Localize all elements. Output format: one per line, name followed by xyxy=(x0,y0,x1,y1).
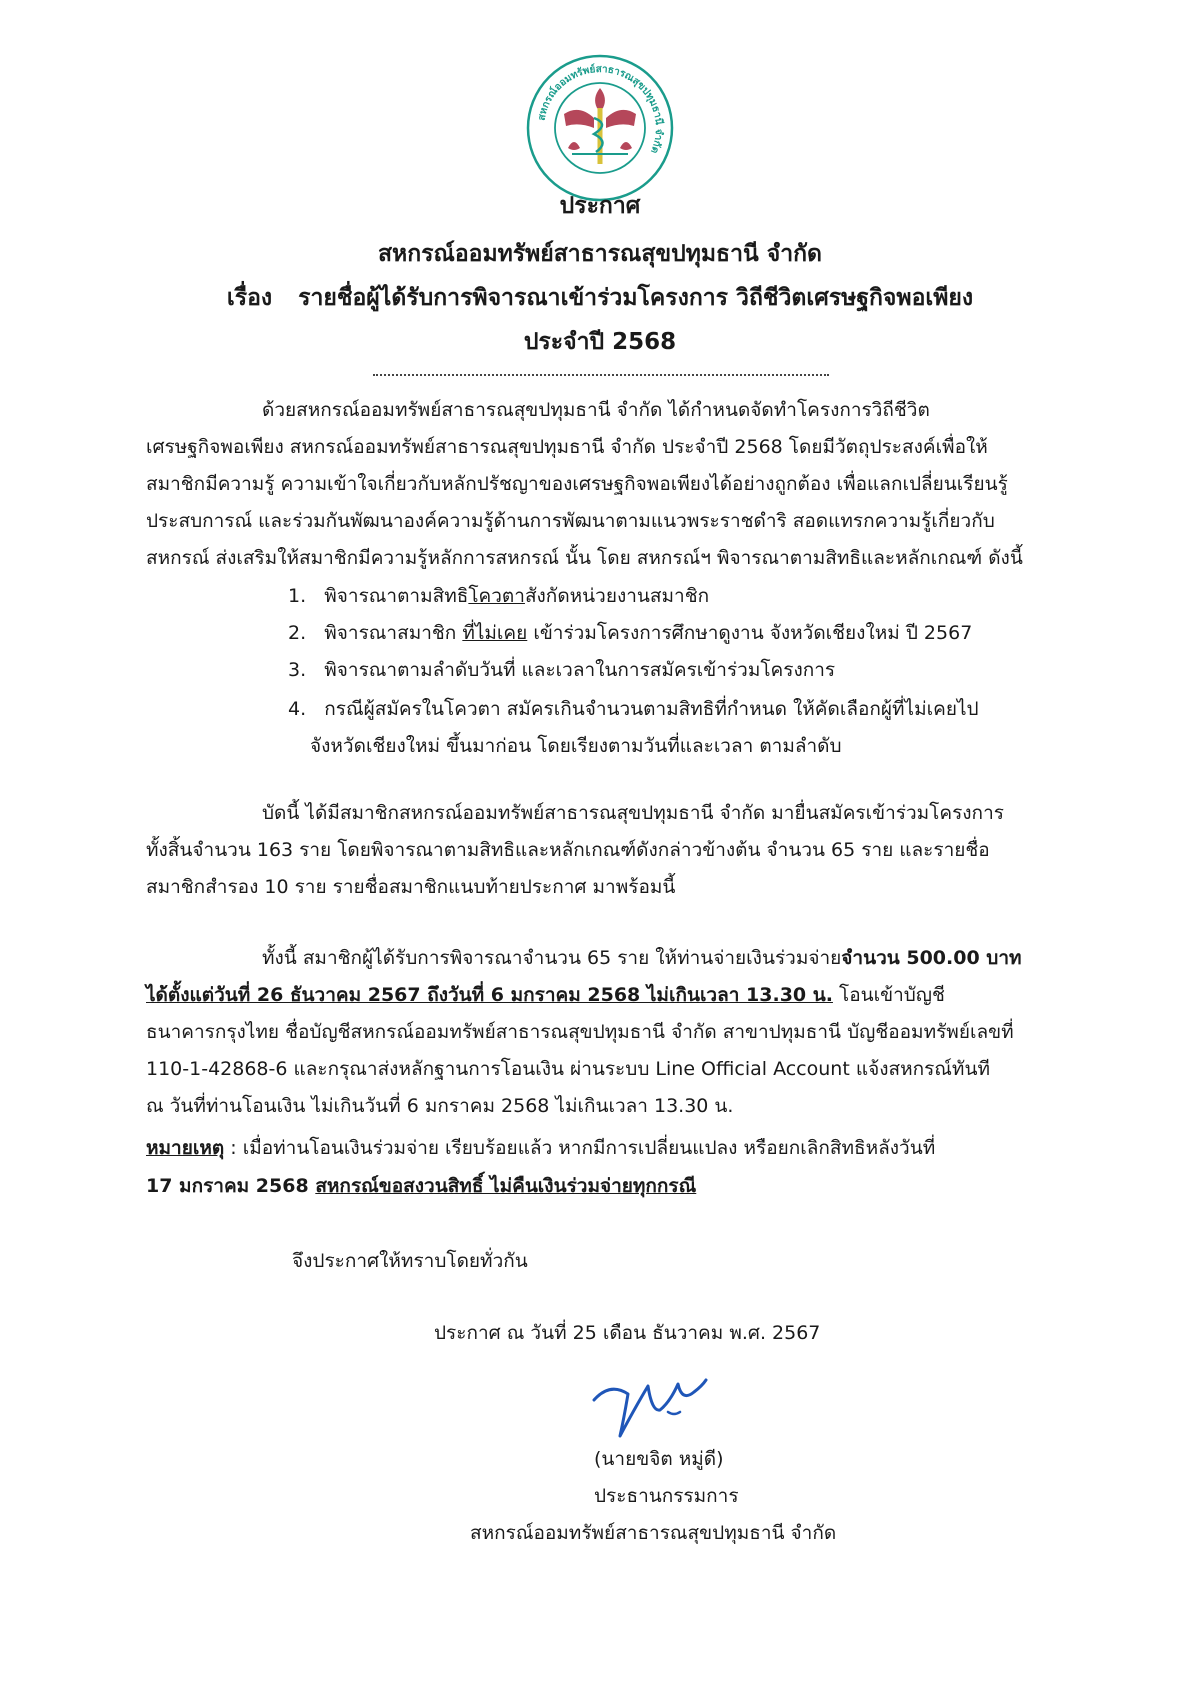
note-label: หมายเหตุ xyxy=(146,1137,225,1159)
closing-statement: จึงประกาศให้ทราบโดยทั่วกัน xyxy=(292,1250,528,1272)
payment-line: ได้ตั้งแต่วันที่ 26 ธันวาคม 2567 ถึงวันที่ 6 มกราคม 2568 ไม่เกินเวลา 13.30 น. โอนเข้าบัญชี xyxy=(146,984,945,1006)
note-line: 17 มกราคม 2568 สหกรณ์ขอสงวนสิทธิ์ ไม่คืนเงินร่วมจ่ายทุกกรณี xyxy=(146,1175,697,1197)
criteria-number: 2. xyxy=(288,622,307,644)
cooperative-logo-icon xyxy=(524,52,676,204)
payment-line: ทั้งนี้ สมาชิกผู้ได้รับการพิจารณาจำนวน 65 ราย ให้ท่านจ่ายเงินร่วมจ่ายจำนวน 500.00 บาท xyxy=(262,947,1022,969)
signatory-name: (นายขจิต หมู่ดี) xyxy=(594,1448,724,1470)
criteria-number: 4. xyxy=(288,698,307,720)
payment-deadline: ได้ตั้งแต่วันที่ 26 ธันวาคม 2567 ถึงวันที่ 6 มกราคม 2568 ไม่เกินเวลา 13.30 น. xyxy=(146,984,833,1006)
applicants-line: สมาชิกสำรอง 10 ราย รายชื่อสมาชิกแนบท้ายประกาศ มาพร้อมนี้ xyxy=(146,876,676,898)
year-line: ประจำปี 2568 xyxy=(523,329,677,355)
svg-text:สหกรณ์ออมทรัพย์สาธารณสุขปทุมธา: สหกรณ์ออมทรัพย์สาธารณสุขปทุมธานี จำกัด xyxy=(536,63,665,155)
no-refund-notice: สหกรณ์ขอสงวนสิทธิ์ ไม่คืนเงินร่วมจ่ายทุกกรณี xyxy=(315,1175,697,1197)
signatory-organization: สหกรณ์ออมทรัพย์สาธารณสุขปทุมธานี จำกัด xyxy=(470,1522,837,1544)
subject-line xyxy=(0,282,1200,314)
criteria-number: 3. xyxy=(288,659,307,681)
criteria-item: 1. พิจารณาตามสิทธิโควตาสังกัดหน่วยงานสมาชิก xyxy=(288,585,710,607)
subject-label: เรื่อง xyxy=(226,285,273,311)
applicants-line: บัดนี้ ได้มีสมาชิกสหกรณ์ออมทรัพย์สาธารณสุขปทุมธานี จำกัด มายื่นสมัครเข้าร่วมโครงการ xyxy=(262,802,1004,824)
applicants-line: ทั้งสิ้นจำนวน 163 ราย โดยพิจารณาตามสิทธิและหลักเกณฑ์ดังกล่าวข้างต้น จำนวน 65 ราย และรายชื่อ xyxy=(146,839,990,861)
announcement-date: ประกาศ ณ วันที่ 25 เดือน ธันวาคม พ.ศ. 2567 xyxy=(434,1322,821,1344)
criteria-item-continued: จังหวัดเชียงใหม่ ขึ้นมาก่อน โดยเรียงตามวันที่และเวลา ตามลำดับ xyxy=(310,735,842,757)
intro-line: เศรษฐกิจพอเพียง สหกรณ์ออมทรัพย์สาธารณสุขปทุมธานี จำกัด ประจำปี 2568 โดยมีวัตถุประสงค์เพื่อให้ xyxy=(146,436,988,458)
document-title: ประกาศ xyxy=(559,193,641,219)
criteria-item: 4. กรณีผู้สมัครในโควตา สมัครเกินจำนวนตามสิทธิที่กำหนด ให้คัดเลือกผู้ที่ไม่เคยไป xyxy=(288,698,979,720)
payment-line: ธนาคารกรุงไทย ชื่อบัญชีสหกรณ์ออมทรัพย์สาธารณสุขปทุมธานี จำกัด สาขาปทุมธานี บัญชีออมทรัพย์เลขที่ xyxy=(146,1021,1014,1043)
intro-line: สมาชิกมีความรู้ ความเข้าใจเกี่ยวกับหลักปรัชญาของเศรษฐกิจพอเพียงได้อย่างถูกต้อง เพื่อแลกเปลี่ยนเรียนรู้ xyxy=(146,473,1008,495)
criteria-item: 3. พิจารณาตามลำดับวันที่ และเวลาในการสมัครเข้าร่วมโครงการ xyxy=(288,659,836,681)
criteria-item: 2. พิจารณาสมาชิก ที่ไม่เคย เข้าร่วมโครงการศึกษาดูงาน จังหวัดเชียงใหม่ ปี 2567 xyxy=(288,622,973,644)
payment-line: 110-1-42868-6 และกรุณาส่งหลักฐานการโอนเงิน ผ่านระบบ Line Official Account แจ้งสหกรณ์ทันที xyxy=(146,1058,990,1080)
signatory-position: ประธานกรรมการ xyxy=(594,1485,739,1507)
payment-amount: จำนวน 500.00 บาท xyxy=(841,947,1022,969)
intro-line: ด้วยสหกรณ์ออมทรัพย์สาธารณสุขปทุมธานี จำกัด ได้กำหนดจัดทำโครงการวิถีชีวิต xyxy=(262,399,930,421)
payment-line: ณ วันที่ท่านโอนเงิน ไม่เกินวันที่ 6 มกราคม 2568 ไม่เกินเวลา 13.30 น. xyxy=(146,1095,734,1117)
note-line: หมายเหตุ : เมื่อท่านโอนเงินร่วมจ่าย เรียบร้อยแล้ว หากมีการเปลี่ยนแปลง หรือยกเลิกสิทธิหลังวันที่ xyxy=(146,1137,936,1159)
criteria-number: 1. xyxy=(288,585,307,607)
dotted-divider xyxy=(373,374,829,376)
signature-icon xyxy=(590,1372,710,1442)
intro-line: สหกรณ์ ส่งเสริมให้สมาชิกมีความรู้หลักการสหกรณ์ นั้น โดย สหกรณ์ฯ พิจารณาตามสิทธิและหลักเกณฑ์ ดังนี้ xyxy=(146,547,1023,569)
organization-name: สหกรณ์ออมทรัพย์สาธารณสุขปทุมธานี จำกัด xyxy=(378,241,822,267)
intro-line: ประสบการณ์ และร่วมกันพัฒนาองค์ความรู้ด้านการพัฒนาตามแนวพระราชดำริ สอดแทรกความรู้เกี่ยวกับ xyxy=(146,510,995,532)
subject-text: รายชื่อผู้ได้รับการพิจารณาเข้าร่วมโครงการ วิถีชีวิตเศรษฐกิจพอเพียง xyxy=(298,285,974,311)
